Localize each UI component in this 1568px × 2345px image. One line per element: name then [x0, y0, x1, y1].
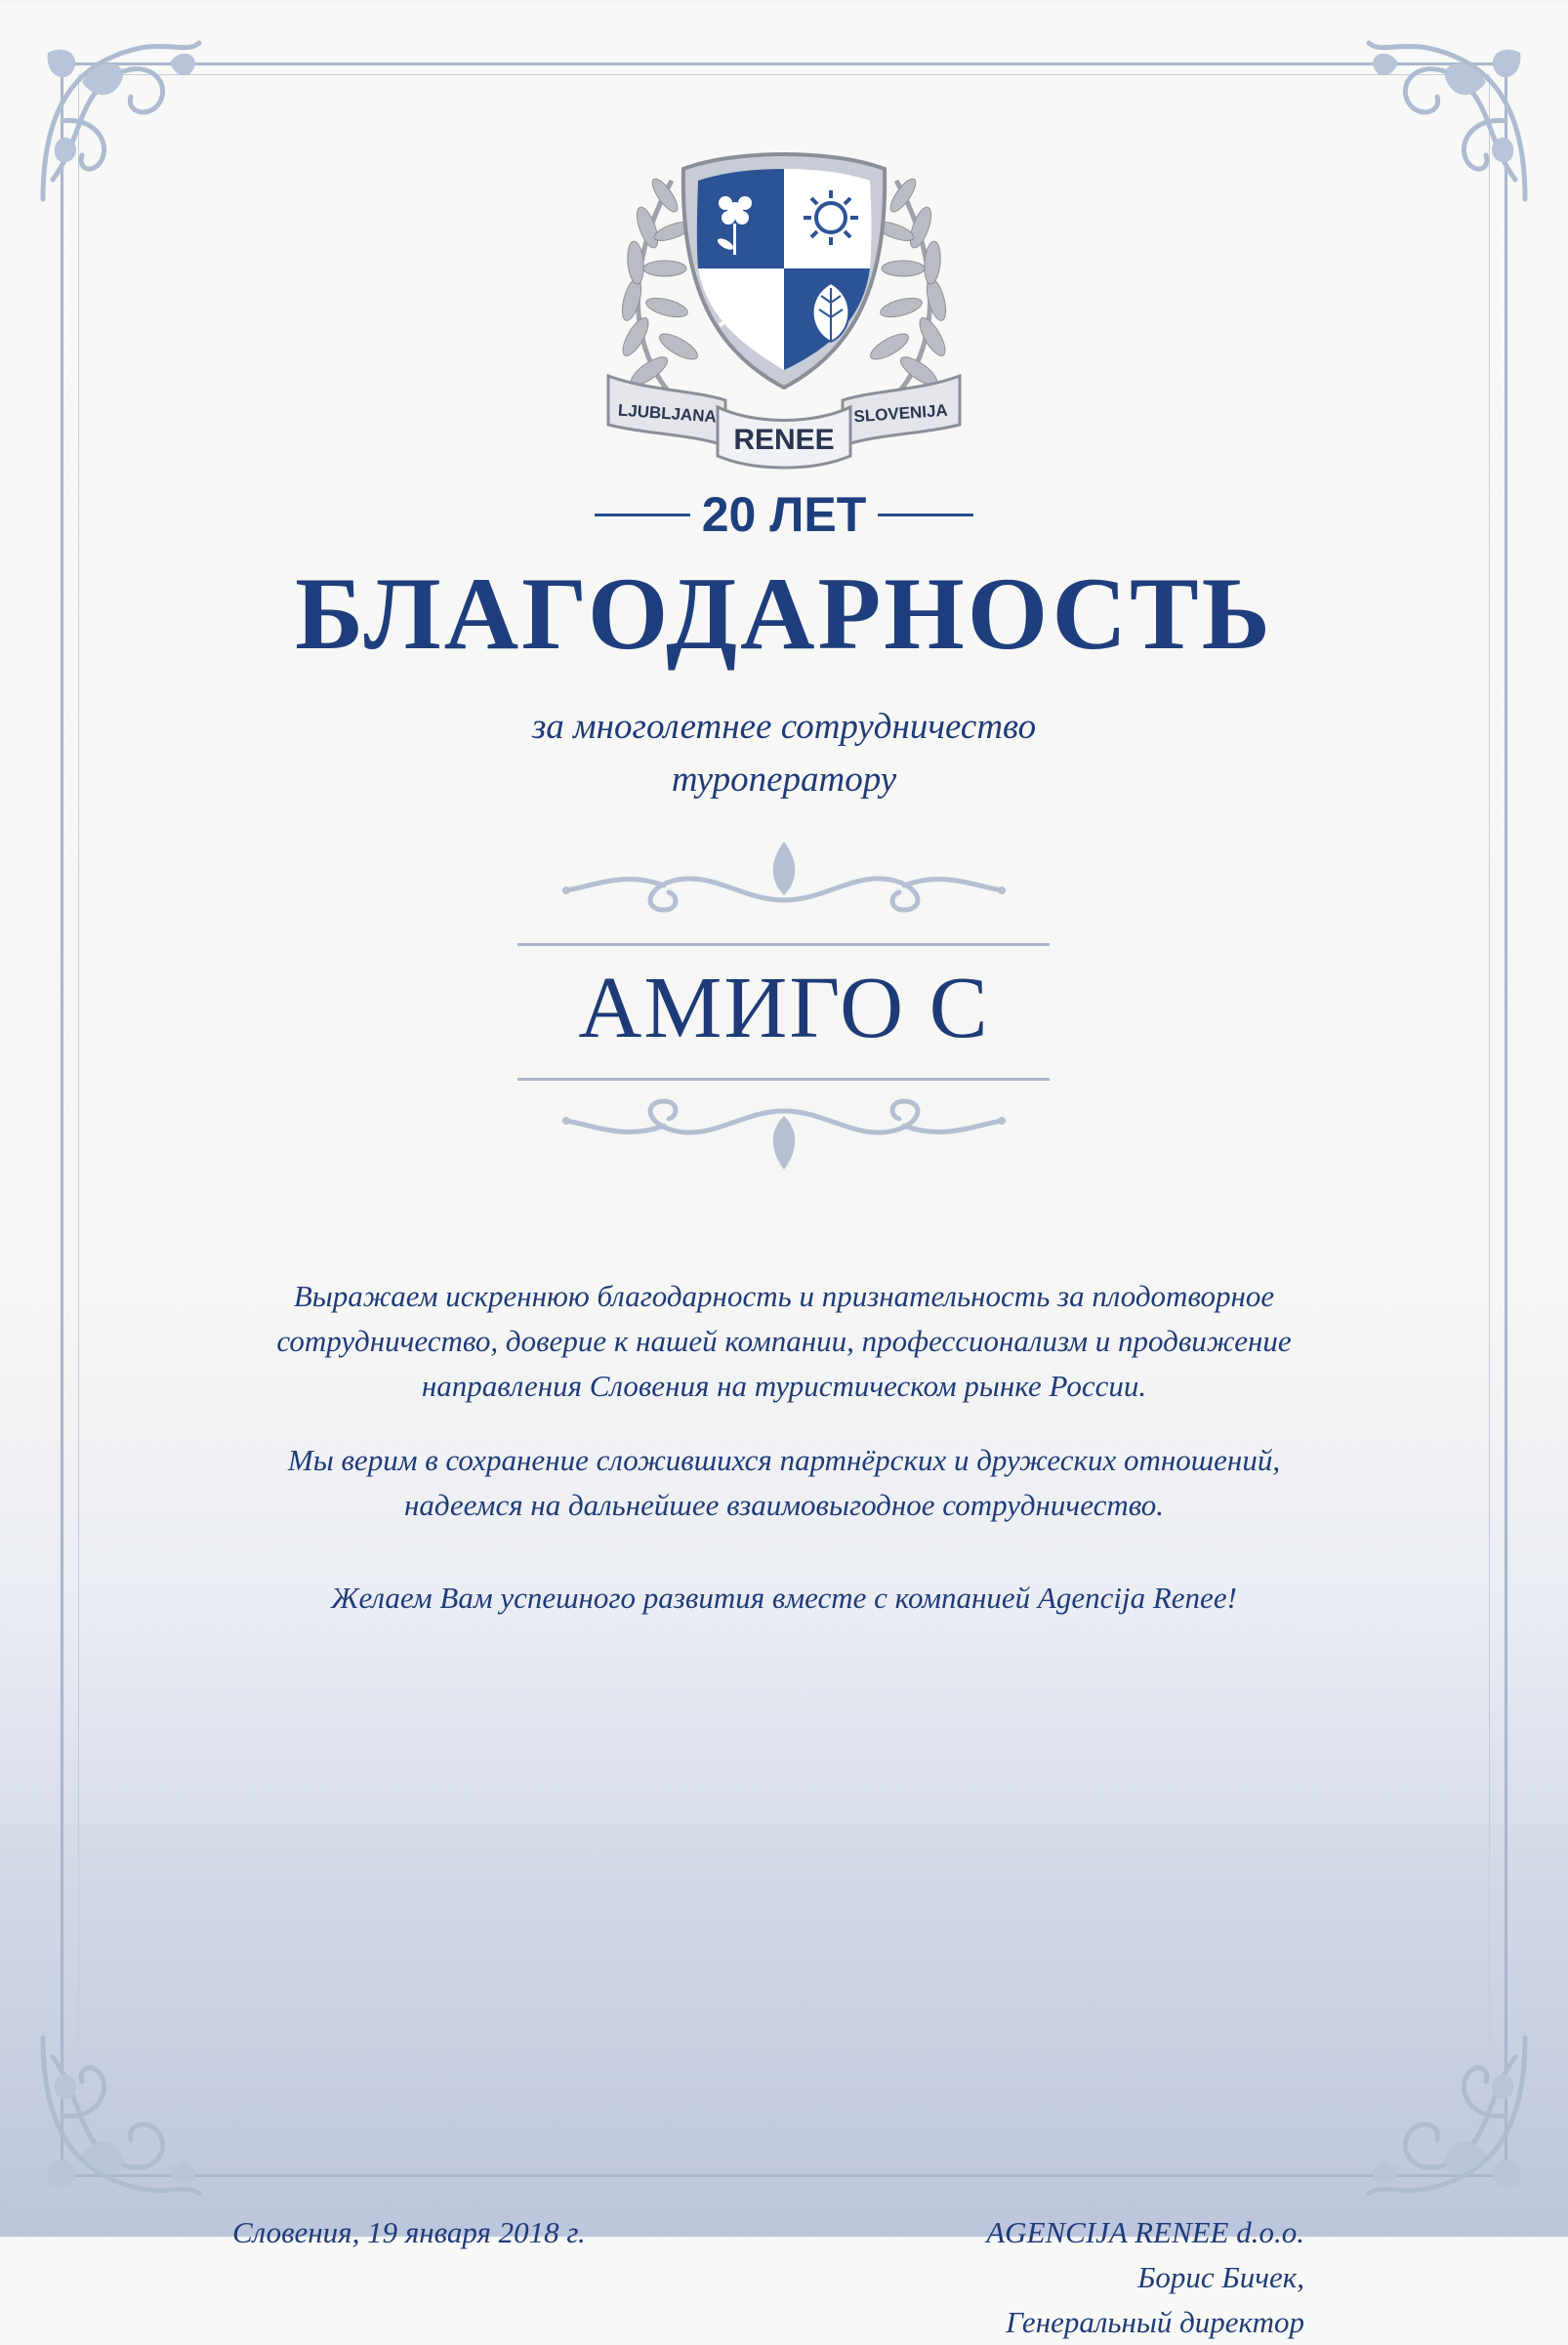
body-paragraph-2	[0, 1438, 1568, 1528]
corner-ornament-top-left	[23, 23, 219, 219]
divider-top	[517, 943, 1050, 946]
body-paragraph-2-line: надеемся на дальнейшее взаимовыгодное сотрудничество.	[403, 1488, 1165, 1522]
company-name: AGENCIJA RENEE d.o.o.	[986, 2215, 1304, 2249]
body-paragraph-2-line: Мы верим в сохранение сложившихся партнёрских и дружеских отношений,	[287, 1443, 1281, 1477]
signer-position: Генеральный директор	[1006, 2305, 1304, 2339]
rule-left	[595, 514, 690, 516]
flourish-bottom	[547, 1091, 1021, 1179]
renee-emblem	[589, 142, 979, 478]
subtitle-line-2: туроператору	[671, 760, 897, 800]
ribbon-left-label: LJUBLJANA	[617, 400, 718, 427]
body-paragraph-1-line: сотрудничество, доверие к нашей компании, профессионализм и продвижение	[276, 1324, 1292, 1358]
anniversary-row	[0, 487, 1568, 542]
corner-ornament-bottom-left	[23, 2018, 219, 2213]
body-paragraph-1-line: направления Словения на туристическом рынке России.	[421, 1369, 1147, 1403]
corner-ornament-top-right	[1349, 23, 1545, 219]
body-paragraph-3: Желаем Вам успешного развития вместе с компанией Agencija Renee!	[331, 1581, 1237, 1615]
recipient-name: АМИГО С	[578, 960, 990, 1056]
signature-block	[986, 2210, 1304, 2345]
body-paragraph-1	[0, 1274, 1568, 1409]
document-title: БЛАГОДАРНОСТЬ	[295, 556, 1273, 671]
signer-name: Борис Бичек,	[1137, 2260, 1304, 2294]
rule-right	[878, 514, 973, 516]
place-and-date: Словения, 19 января 2018 г.	[232, 2215, 586, 2249]
flourish-top	[547, 832, 1021, 920]
anniversary-label: 20 ЛЕТ	[701, 487, 867, 542]
divider-bottom	[517, 1078, 1050, 1081]
corner-ornament-bottom-right	[1349, 2018, 1545, 2213]
subtitle-line-1: за многолетнее сотрудничество	[531, 707, 1037, 747]
ribbon-brand-label: RENEE	[733, 424, 835, 456]
body-paragraph-1-line: Выражаем искреннюю благодарность и признательность за плодотворное	[293, 1279, 1275, 1313]
ribbon-right-label: SLOVENIJA	[852, 400, 949, 427]
shield-icon	[683, 154, 885, 388]
